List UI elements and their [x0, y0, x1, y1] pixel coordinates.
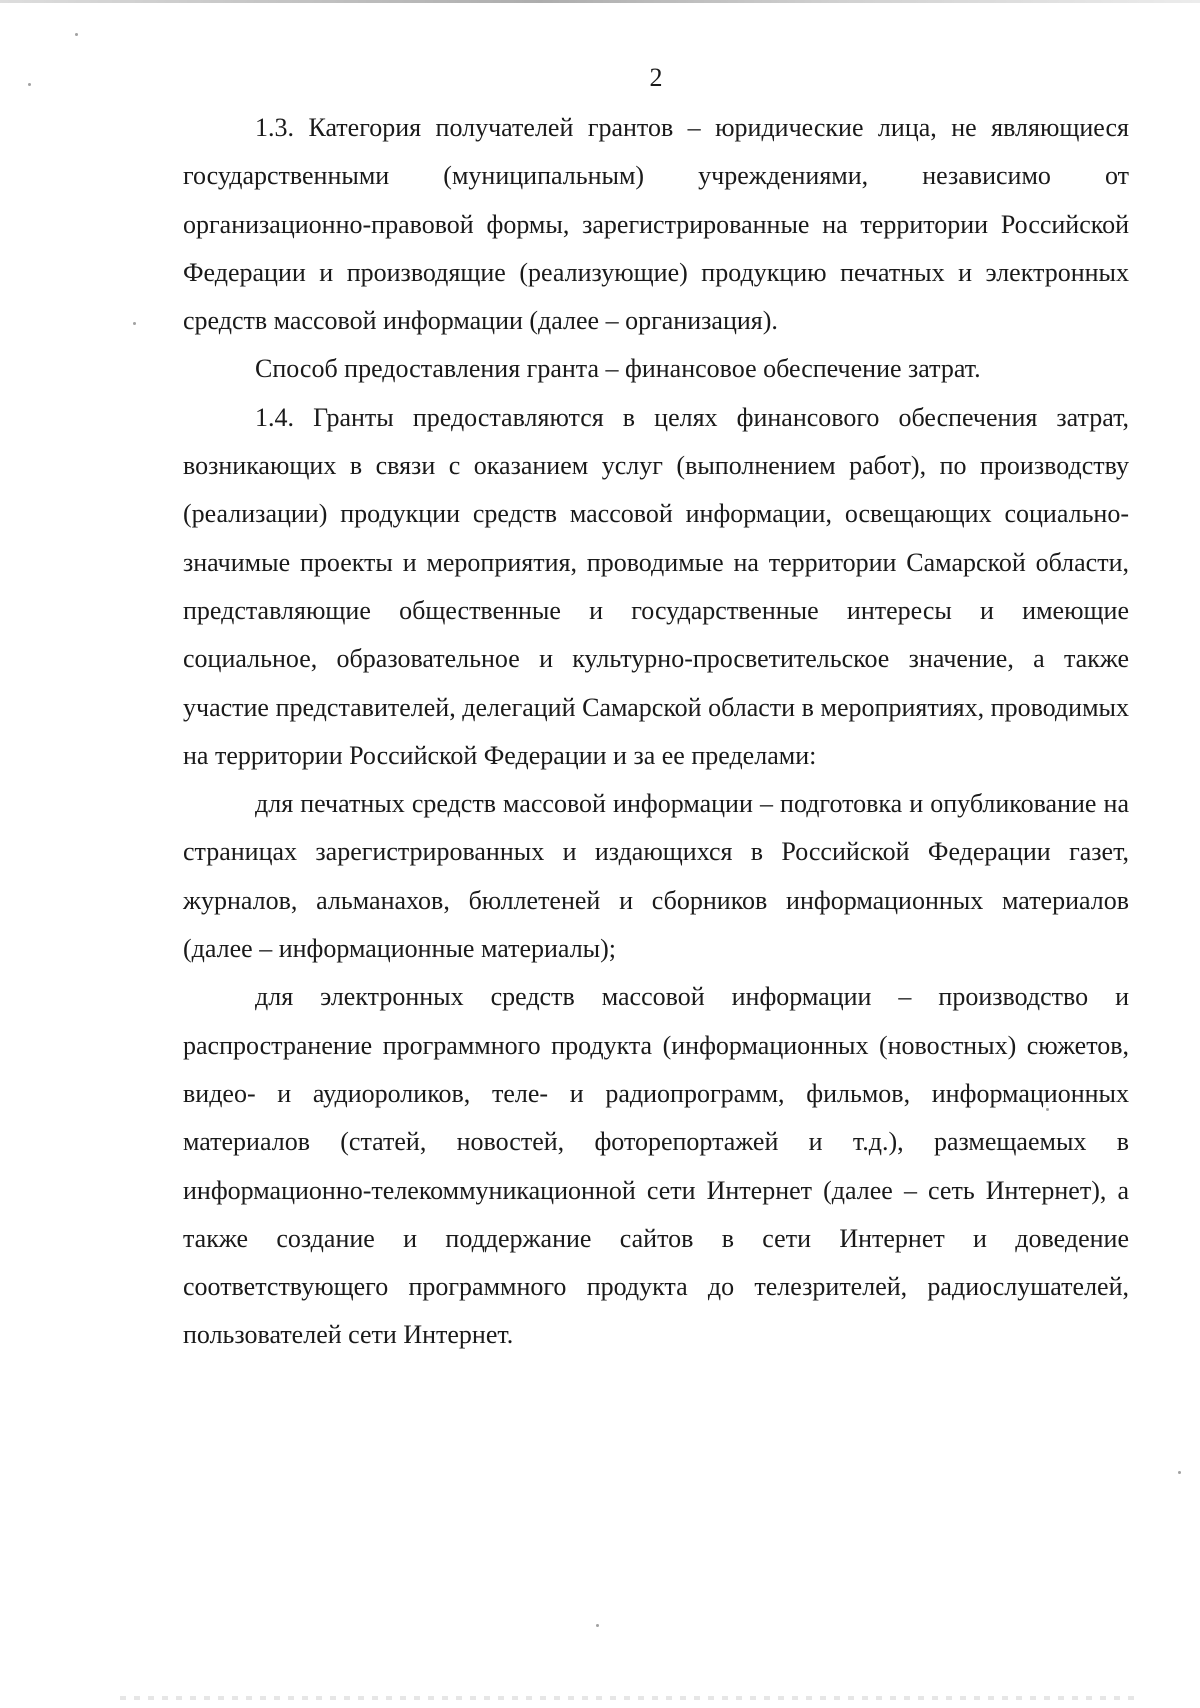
scan-speck [1178, 1471, 1181, 1474]
page-number: 2 [649, 63, 663, 92]
scan-speck [596, 1624, 599, 1627]
paragraph-electronic-media: для электронных средств массовой информации – производство и распространение программного продукта (информационных (новостных) сюжетов, видео- и аудиороликов, теле- и радиопрограмм, фильмов, информационных материалов (статей, новостей, фоторепортажей и т.д.), размещаемых в информационно-телекоммуникационной сети Интернет (далее – сеть Интернет), а также создание и поддержание сайтов в сети Интернет и доведение соответствующего программного продукта до телезрителей, радиослушателей, пользователей сети Интернет. [183, 982, 1129, 1350]
scan-speck [75, 33, 78, 36]
document-body [183, 104, 1129, 1360]
scan-edge-artifact [120, 1696, 1140, 1700]
scan-edge-artifact [0, 0, 1200, 3]
scan-speck [133, 322, 136, 325]
paragraph-1-4: 1.4. Гранты предоставляются в целях финансового обеспечения затрат, возникающих в связи с оказанием услуг (выполнением работ), по производству (реализации) продукции средств массовой информации, освещающих социально-значимые проекты и мероприятия, проводимые на территории Самарской области, представляющие общественные и государственные интересы и имеющие социальное, образовательное и культурно-просветительское значение, а также участие представителей, делегаций Самарской области в мероприятиях, проводимых на территории Российской Федерации и за ее пределами: [183, 402, 1129, 770]
paragraph-grant-method: Способ предоставления гранта – финансовое обеспечение затрат. [255, 354, 981, 384]
paragraph-print-media: для печатных средств массовой информации – подготовка и опубликование на страницах зарегистрированных и издающихся в Российской Федерации газет, журналов, альманахов, бюллетеней и сборников информационных материалов (далее – информационные материалы); [183, 789, 1129, 964]
paragraph-1-3: 1.3. Категория получателей грантов – юридические лица, не являющиеся государственными (муниципальным) учреждениями, независимо от организационно-правовой формы, зарегистрированные на территории Российской Федерации и производящие (реализующие) продукцию печатных и электронных средств массовой информации (далее – организация). [183, 113, 1129, 336]
